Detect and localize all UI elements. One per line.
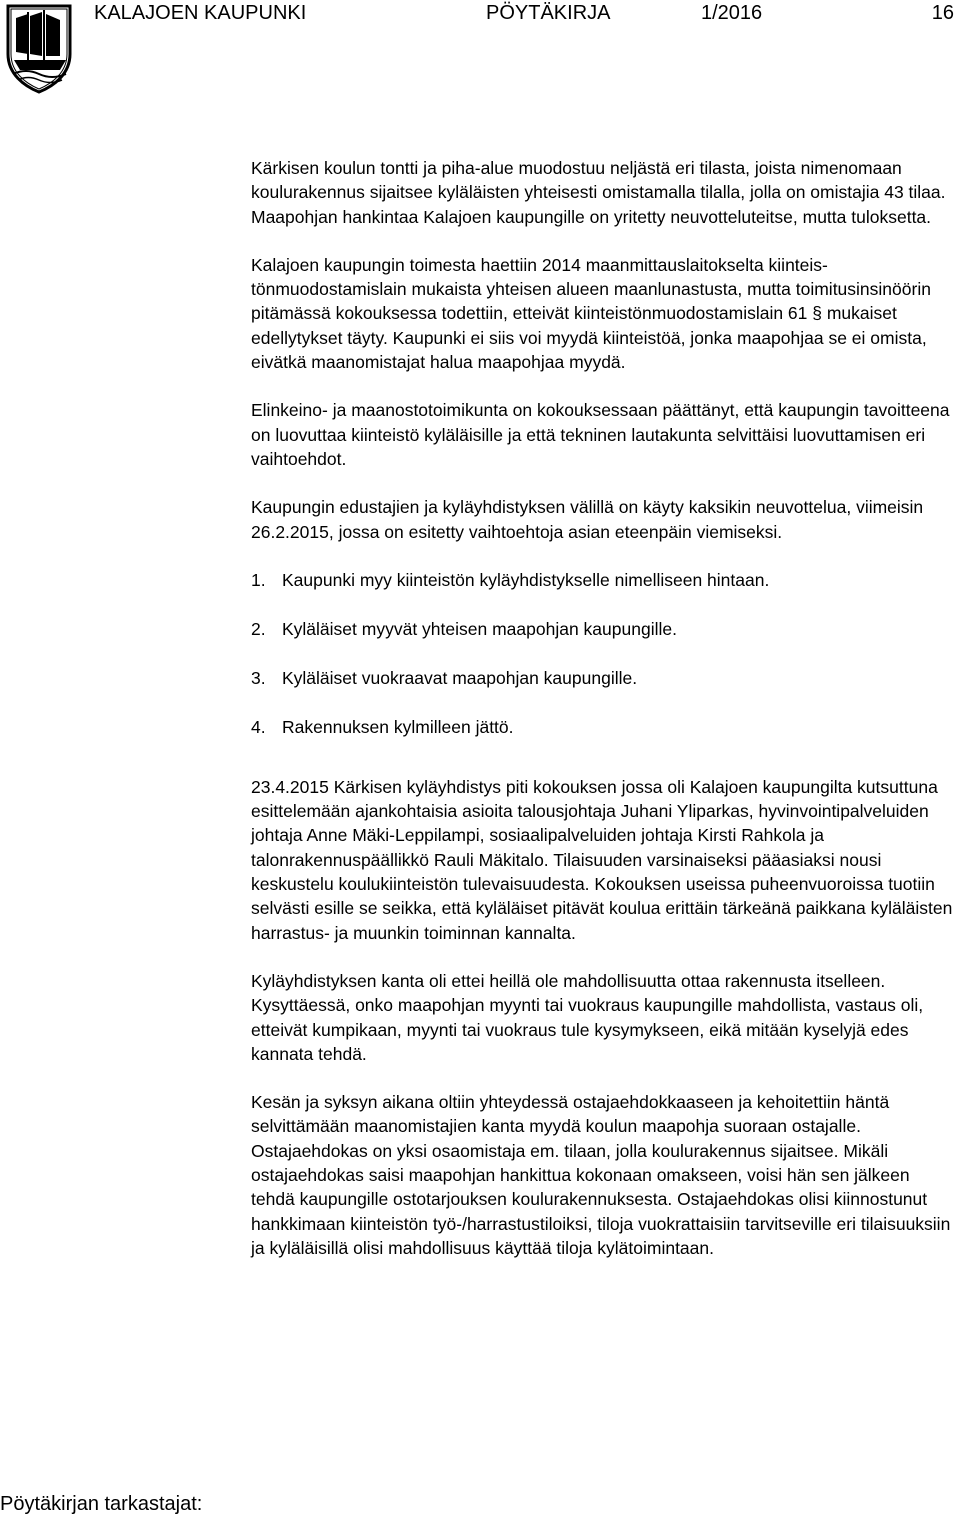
list-item: [251, 617, 955, 641]
page-number: 16: [931, 2, 954, 24]
paragraph: Kyläyhdistyksen kanta oli ettei heillä ole mahdollisuutta ottaa rakennusta itselleen. Kysyttäessä, onko maapohjan myynti tai vuokraus kaupungille mahdollista, vastaus oli, etteivät kumpikaan, myynti tai vuokraus tule kysymykseen, eikä mitään kyselyjä edes kannata tehdä.: [251, 970, 924, 1064]
list-item-number: 4.: [251, 716, 266, 737]
options-list: [251, 568, 955, 739]
document-body: [251, 156, 955, 1284]
list-item-number: 3.: [251, 667, 266, 688]
list-item: [251, 715, 955, 739]
paragraph: 23.4.2015 Kärkisen kyläyhdistys piti kokouksen jossa oli Kalajoen kaupungilta kutsuttuna esittelemään ajankohtaisia asioita talousjohtaja Juhani Yliparkas, hyvinvointipalveluiden johtaja Anne Mäki-Leppilampi, sosiaalipalveluiden johtaja Kirsti Rahkola ja talonrakennuspäällikkö Rauli Mäkitalo. Tilaisuuden varsinaiseksi pääasiaksi nousi keskustelu koulukiinteistön tulevaisuudesta. Kokouksen useissa puheenvuoroissa tuotiin selvästi esille se seikka, että kyläläiset pitävät koulua erittäin tärkeänä paikkana kyläläisten harrastus- ja muunkin toiminnan kannalta.: [251, 776, 953, 943]
minutes-reviewers-label: Pöytäkirjan tarkastajat:: [0, 1493, 203, 1515]
list-item-text: Kyläläiset vuokraavat maapohjan kaupungille.: [282, 667, 638, 688]
list-item-number: 2.: [251, 618, 266, 639]
paragraph: Kalajoen kaupungin toimesta haettiin 2014 maanmittauslaitokselta kiinteistönmuodostamislain mukaista yhteisen alueen maanlunastusta, mutta toimitusinsinöörin pitämässä kokouksessa todettiin, etteivät kiinteistönmuodostamislain 61 § mukaiset edellytykset täyty. Kaupunki ei siis voi myydä kiinteistöä, jonka maapohjaa se ei omista, eivätkä maanomistajat halua maapohjaa myydä.: [251, 254, 931, 373]
city-coat-of-arms-icon: [4, 2, 74, 94]
organization-name: KALAJOEN KAUPUNKI: [94, 2, 307, 24]
paragraph: Elinkeino- ja maanostotoimikunta on kokouksessaan päättänyt, että kaupungin tavoitteena on luovuttaa kiinteistö kyläläisille ja että tekninen lautakunta selvittäisi luovuttamisen eri vaihtoehdot.: [251, 400, 950, 469]
paragraph: Kärkisen koulun tontti ja piha-alue muodostuu neljästä eri tilasta, joista nimenomaan koulurakennus sijaitsee kyläläisten yhteisesti omistamalla tilalla, jolla on omistajia 43 tilaa. Maapohjan hankintaa Kalajoen kaupungille on yritetty neuvotteluteitse, mutta tuloksetta.: [251, 158, 946, 227]
list-item-text: Kaupunki myy kiinteistön kyläyhdistykselle nimelliseen hintaan.: [282, 569, 770, 590]
paragraph: Kesän ja syksyn aikana oltiin yhteydessä ostajaehdokkaaseen ja kehoitettiin häntä selvittämään maanomistajien kanta myydä koulun maapohja suoraan ostajalle. Ostajaehdokas on yksi osaomistaja em. tilaan, jolla koulurakennus sijaitsee. Mikäli ostajaehdokas saisi maapohjan hankittua kokonaan omakseen, voisi hän sen jälkeen tehdä kaupungille ostotarjouksen koulurakennuksesta. Ostajaehdokas olisi kiinnostunut hankkimaan kiinteistön työ-/harrastustiloiksi, tiloja vuokrattaisiin tarvitseville eri tilaisuuksiin ja kyläläisillä olisi mahdollisuus käyttää tiloja kylätoimintaan.: [251, 1092, 951, 1258]
list-item-number: 1.: [251, 569, 266, 590]
list-item-text: Kyläläiset myyvät yhteisen maapohjan kaupungille.: [282, 618, 677, 639]
list-item-text: Rakennuksen kylmilleen jättö.: [282, 716, 514, 737]
document-number: 1/2016: [701, 2, 763, 24]
page-header: [0, 0, 960, 32]
list-item: [251, 666, 955, 690]
document-type: PÖYTÄKIRJA: [486, 2, 611, 24]
list-item: [251, 568, 955, 592]
paragraph: Kaupungin edustajien ja kyläyhdistyksen välillä on käyty kaksikin neuvottelua, viimeisin 26.2.2015, jossa on esitetty vaihtoehtoja asian eteenpäin viemiseksi.: [251, 497, 924, 542]
